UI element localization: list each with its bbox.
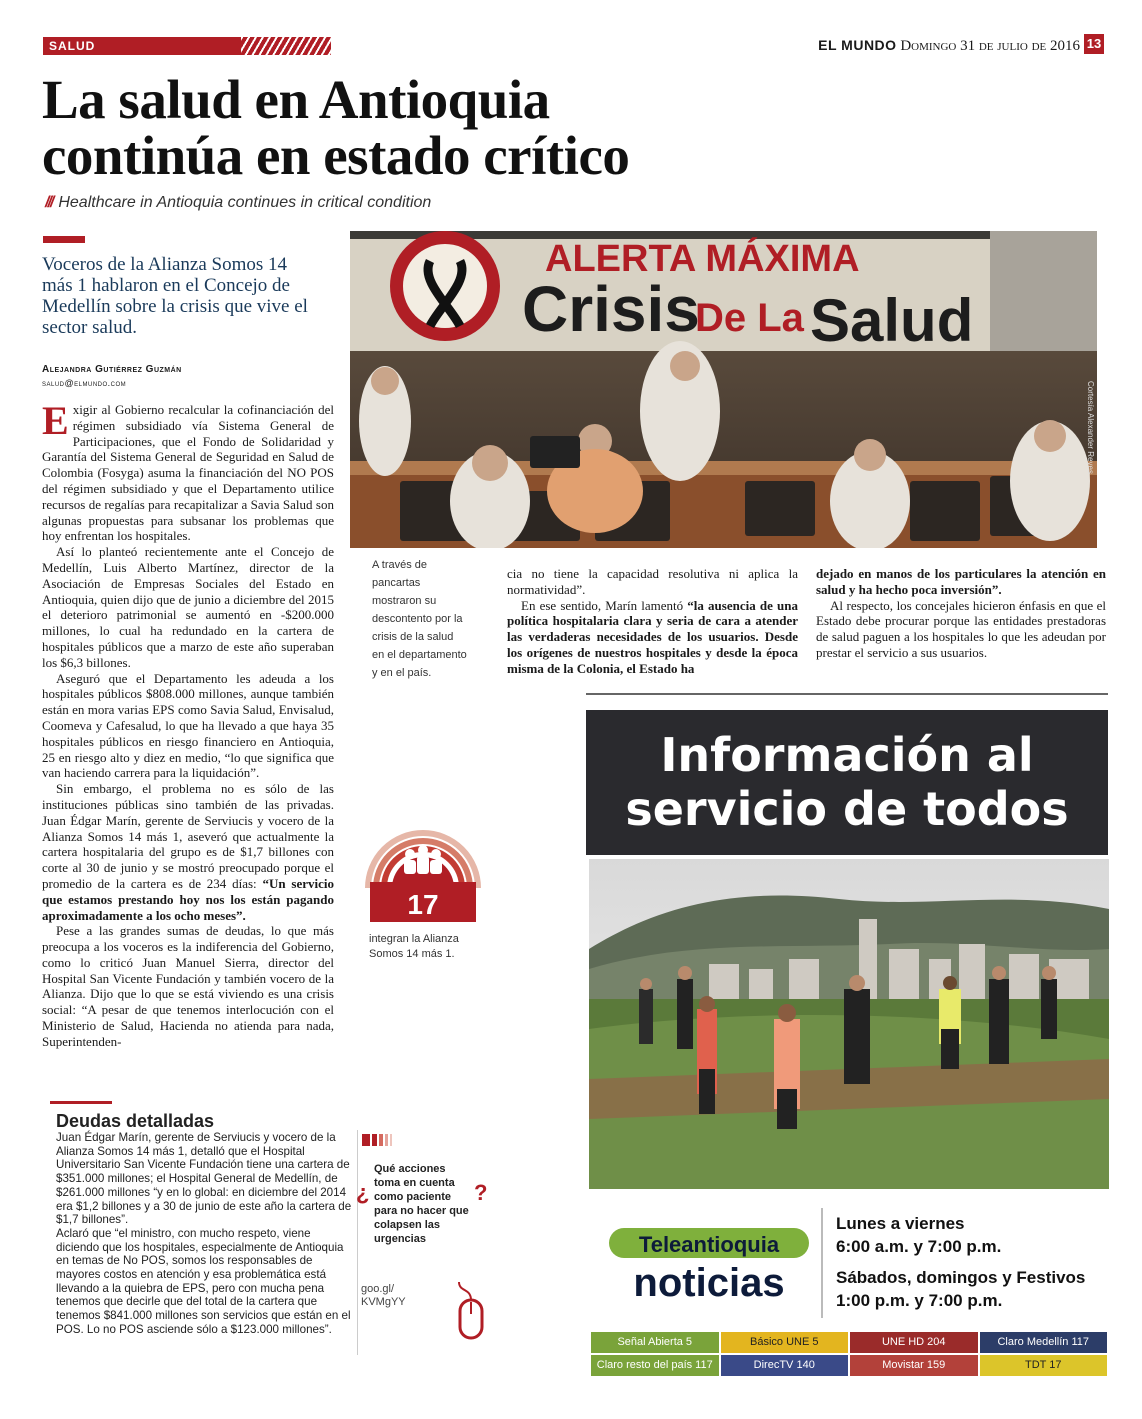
logo-teleantioquia: Teleantioquia xyxy=(638,1232,780,1257)
paragraph-1-text: xigir al Gobierno recalcular la cofinanciación del régimen subsidiado vía Sistema General de Participaciones, que el Fondo de Solidaridad y Garantía del Sistema General de Seguridad en Salud de Colombia (Fosyga) asuma la financiación del NO POS del régimen subsidiado y que el Departamento utilice recursos de regalías para recapitalizar a Savia Salud son algunas propuestas para subsanar los problemas que hoy enfrentan los hospitales. xyxy=(42,402,334,544)
column-3-quote: dejado en manos de los particulares la atención en salud y ha hecho poca inversión”. xyxy=(816,566,1106,597)
people-group-icon xyxy=(362,808,484,926)
banner-top-text: ALERTA MÁXIMA xyxy=(545,238,860,280)
ad-headline-1: Información al xyxy=(660,728,1034,782)
survey-link-line-1[interactable]: goo.gl/ xyxy=(361,1283,395,1295)
channel-cell: Claro Medellín 117 xyxy=(980,1332,1108,1353)
logo-noticias: noticias xyxy=(633,1261,785,1302)
section-stripes xyxy=(241,37,331,55)
lede: Voceros de la Alianza Somos 14 más 1 hablaron en el Concejo de Medellín sobre la crisis que vive el sector salud. xyxy=(42,254,308,338)
subhead xyxy=(45,194,431,212)
banner-dela-text: De La xyxy=(695,296,804,340)
issue-date: Domingo 31 de julio de 2016 xyxy=(900,38,1080,54)
channel-grid xyxy=(591,1332,1109,1378)
question-open-mark: ¿ xyxy=(356,1180,370,1205)
channel-cell: Básico UNE 5 xyxy=(721,1332,849,1353)
sidebar-title: Deudas detalladas xyxy=(56,1111,215,1131)
section-label: SALUD xyxy=(49,39,96,53)
question-text: Qué acciones toma en cuenta como paciente para no hacer que colapsen las urgencias xyxy=(374,1163,469,1245)
column-3-paragraph-2: Al respecto, los concejales hicieron énfasis en que el Estado debe procurar porque las entidades prestadoras de salud paguen a los hospitales lo que les adeudan por prestar el servicio a sus usuarios. xyxy=(816,597,1106,660)
paragraph-4-text: Sin embargo, el problema no es sólo de las instituciones públicas sino también de las privadas. Juan Édgar Marín, gerente de Serviucis y vocero de la Alianza Somos 14 más 1, aseveró que actualmente la cartera hospitalaria del grupo es de $1,7 billones con corte al 30 de junio y se mostró preocupado porque el promedio de la cartera es de 234 días: xyxy=(42,781,334,891)
banner-crisis-text: Crisis xyxy=(522,273,700,345)
schedule-weekend-times: 1:00 p.m. y 7:00 p.m. xyxy=(836,1291,1003,1310)
article-column-2 xyxy=(507,566,798,677)
council-meeting-photo xyxy=(350,231,1097,548)
question-close-mark: ? xyxy=(474,1180,488,1205)
bar-graph-icon xyxy=(362,1132,402,1146)
ad-photo xyxy=(589,859,1109,1189)
schedule-weekends: Sábados, domingos y Festivos xyxy=(836,1268,1086,1287)
channel-cell: UNE HD 204 xyxy=(850,1332,978,1353)
dropcap: E xyxy=(42,398,69,443)
schedule-weekday-times: 6:00 a.m. y 7:00 p.m. xyxy=(836,1237,1002,1256)
headline xyxy=(42,69,842,186)
paragraph-4 xyxy=(42,781,334,923)
slash-ornament: /// xyxy=(45,194,53,211)
column-2-paragraph-2 xyxy=(507,598,798,677)
paragraph-4-quote: “Un servicio que estamos prestando hoy nos los están pagando aproximadamente a los ocho meses”. xyxy=(42,875,334,923)
infographic-17 xyxy=(362,808,484,926)
headline-line-1: La salud en Antioquia xyxy=(42,69,550,130)
teleantioquia-noticias-logo xyxy=(605,1224,813,1302)
red-rule xyxy=(43,236,85,243)
column-2-paragraph-1: cia no tiene la capacidad resolutiva ni aplica la normatividad”. xyxy=(507,566,798,597)
photo-credit: Cortesía Alexander Reyes xyxy=(1086,381,1095,474)
infographic-caption: integran la Alianza Somos 14 más 1. xyxy=(369,933,459,960)
author-email: salud@elmundo.com xyxy=(42,378,127,388)
article-column-3 xyxy=(816,566,1106,661)
ad-headline-2: servicio de todos xyxy=(625,782,1069,836)
article-column-1 xyxy=(42,398,334,1050)
channel-cell: TDT 17 xyxy=(980,1355,1108,1376)
mouse-icon xyxy=(455,1282,487,1342)
sidebar-paragraph-2: Aclaró que “el ministro, con mucho respeto, viene diciendo que los hospitales, especialmente de Antioquia en temas de No POS, somos los responsables de mayores costos en atención y esa problemática está llevando a la quiebra de EPS, pero con mucha pena tenemos que decirle que del total de la cartera que tenemos $841.000 millones son servicios que están en el POS. Lo no POS asciende sólo a $123.000 millones”. xyxy=(56,1226,351,1336)
channel-cell: Movistar 159 xyxy=(850,1355,978,1376)
schedule-divider xyxy=(821,1208,823,1318)
photo-caption: A través de pancartas mostraron su descontento por la crisis de la salud en el departamento y en el país. xyxy=(372,559,467,679)
broadcast-schedule xyxy=(836,1212,1085,1312)
sidebar-paragraph-1: Juan Édgar Marín, gerente de Serviucis y vocero de la Alianza Somos 14 más 1, detalló que el Hospital Universitario San Vicente Fundación tiene una cartera de $351.000 millones; el Hospital General de Medellín, de $261.000 millones “y en lo global: en diciembre del 2014 era $1,2 billones y a 30 de junio de este año la cartera de $1,7 billones”. xyxy=(56,1131,352,1227)
paragraph-3: Aseguró que el Departamento les adeuda a los hospitales públicos $808.000 millones, aunque también están en mora varias EPS como Savia Salud, Envisalud, Coomeva y Cafesalud, lo que ha llevado a que haya 35 hospitales públicos en riesgo financiero en Antioquia, 25 en riesgo alto y diez en medio, “lo que significa que van haciendo carrera para la liquidación”. xyxy=(42,670,334,781)
column-2-quote: “la ausencia de una política hospitalaria clara y seria de cara a atender las verdaderas necesidades de los usuarios. Desde los orígenes de nuestros hospitales y desde la época misma de la Colonia, el Estado ha xyxy=(507,597,798,676)
paragraph-5: Pese a las grandes sumas de deudas, lo que más preocupa a los voceros es la indiferencia del Gobierno, como lo criticó Juan Manuel Sierra, director del Hospital San Vicente Fundación y también vocero de la Alianza. Dijo que lo que se está viviendo es una crisis social: “A pesar de que tenemos interlocución con el Ministerio de Salud, Hacienda no atienda para nada, Superintenden- xyxy=(42,923,334,1049)
schedule-weekdays: Lunes a viernes xyxy=(836,1214,965,1233)
ad-banner xyxy=(586,710,1108,855)
paragraph-1 xyxy=(42,398,334,544)
channel-cell: DirecTV 140 xyxy=(721,1355,849,1376)
newspaper-name: EL MUNDO xyxy=(818,37,897,53)
subhead-text: Healthcare in Antioquia continues in critical condition xyxy=(58,194,432,211)
survey-link-line-2[interactable]: KVMgYY xyxy=(361,1296,406,1308)
headline-line-2: continúa en estado crítico xyxy=(42,125,630,186)
channel-cell: Claro resto del país 117 xyxy=(591,1355,719,1376)
article-photo xyxy=(350,231,1097,548)
survey-link[interactable] xyxy=(361,1283,406,1309)
infographic-number: 17 xyxy=(407,889,439,920)
sidebar-red-rule xyxy=(50,1101,112,1104)
section-tag xyxy=(43,37,331,55)
dateline xyxy=(818,37,1080,55)
author-name: Alejandra Gutiérrez Guzmán xyxy=(42,364,182,375)
banner-salud-text: Salud xyxy=(810,287,974,354)
ad-top-rule xyxy=(586,693,1108,695)
column-2-paragraph-2-lead: En ese sentido, Marín lamentó xyxy=(521,597,684,613)
sidebar-body xyxy=(56,1131,352,1337)
paragraph-2: Así lo planteó recientemente ante el Concejo de Medellín, Luis Alberto Martínez, director de la Asociación de Empresas Sociales del Estado en Antioquia, quien dijo que de junio a diciembre del 2015 el deterioro patrimonial se aumentó en -$200.000 millones, lo cual ha redundado en la cartera de hospitales públicos que a marzo de este año superaban los $6,3 billones. xyxy=(42,544,334,670)
channel-cell: Señal Abierta 5 xyxy=(591,1332,719,1353)
page-number: 13 xyxy=(1084,34,1104,54)
city-team-photo xyxy=(589,859,1109,1189)
